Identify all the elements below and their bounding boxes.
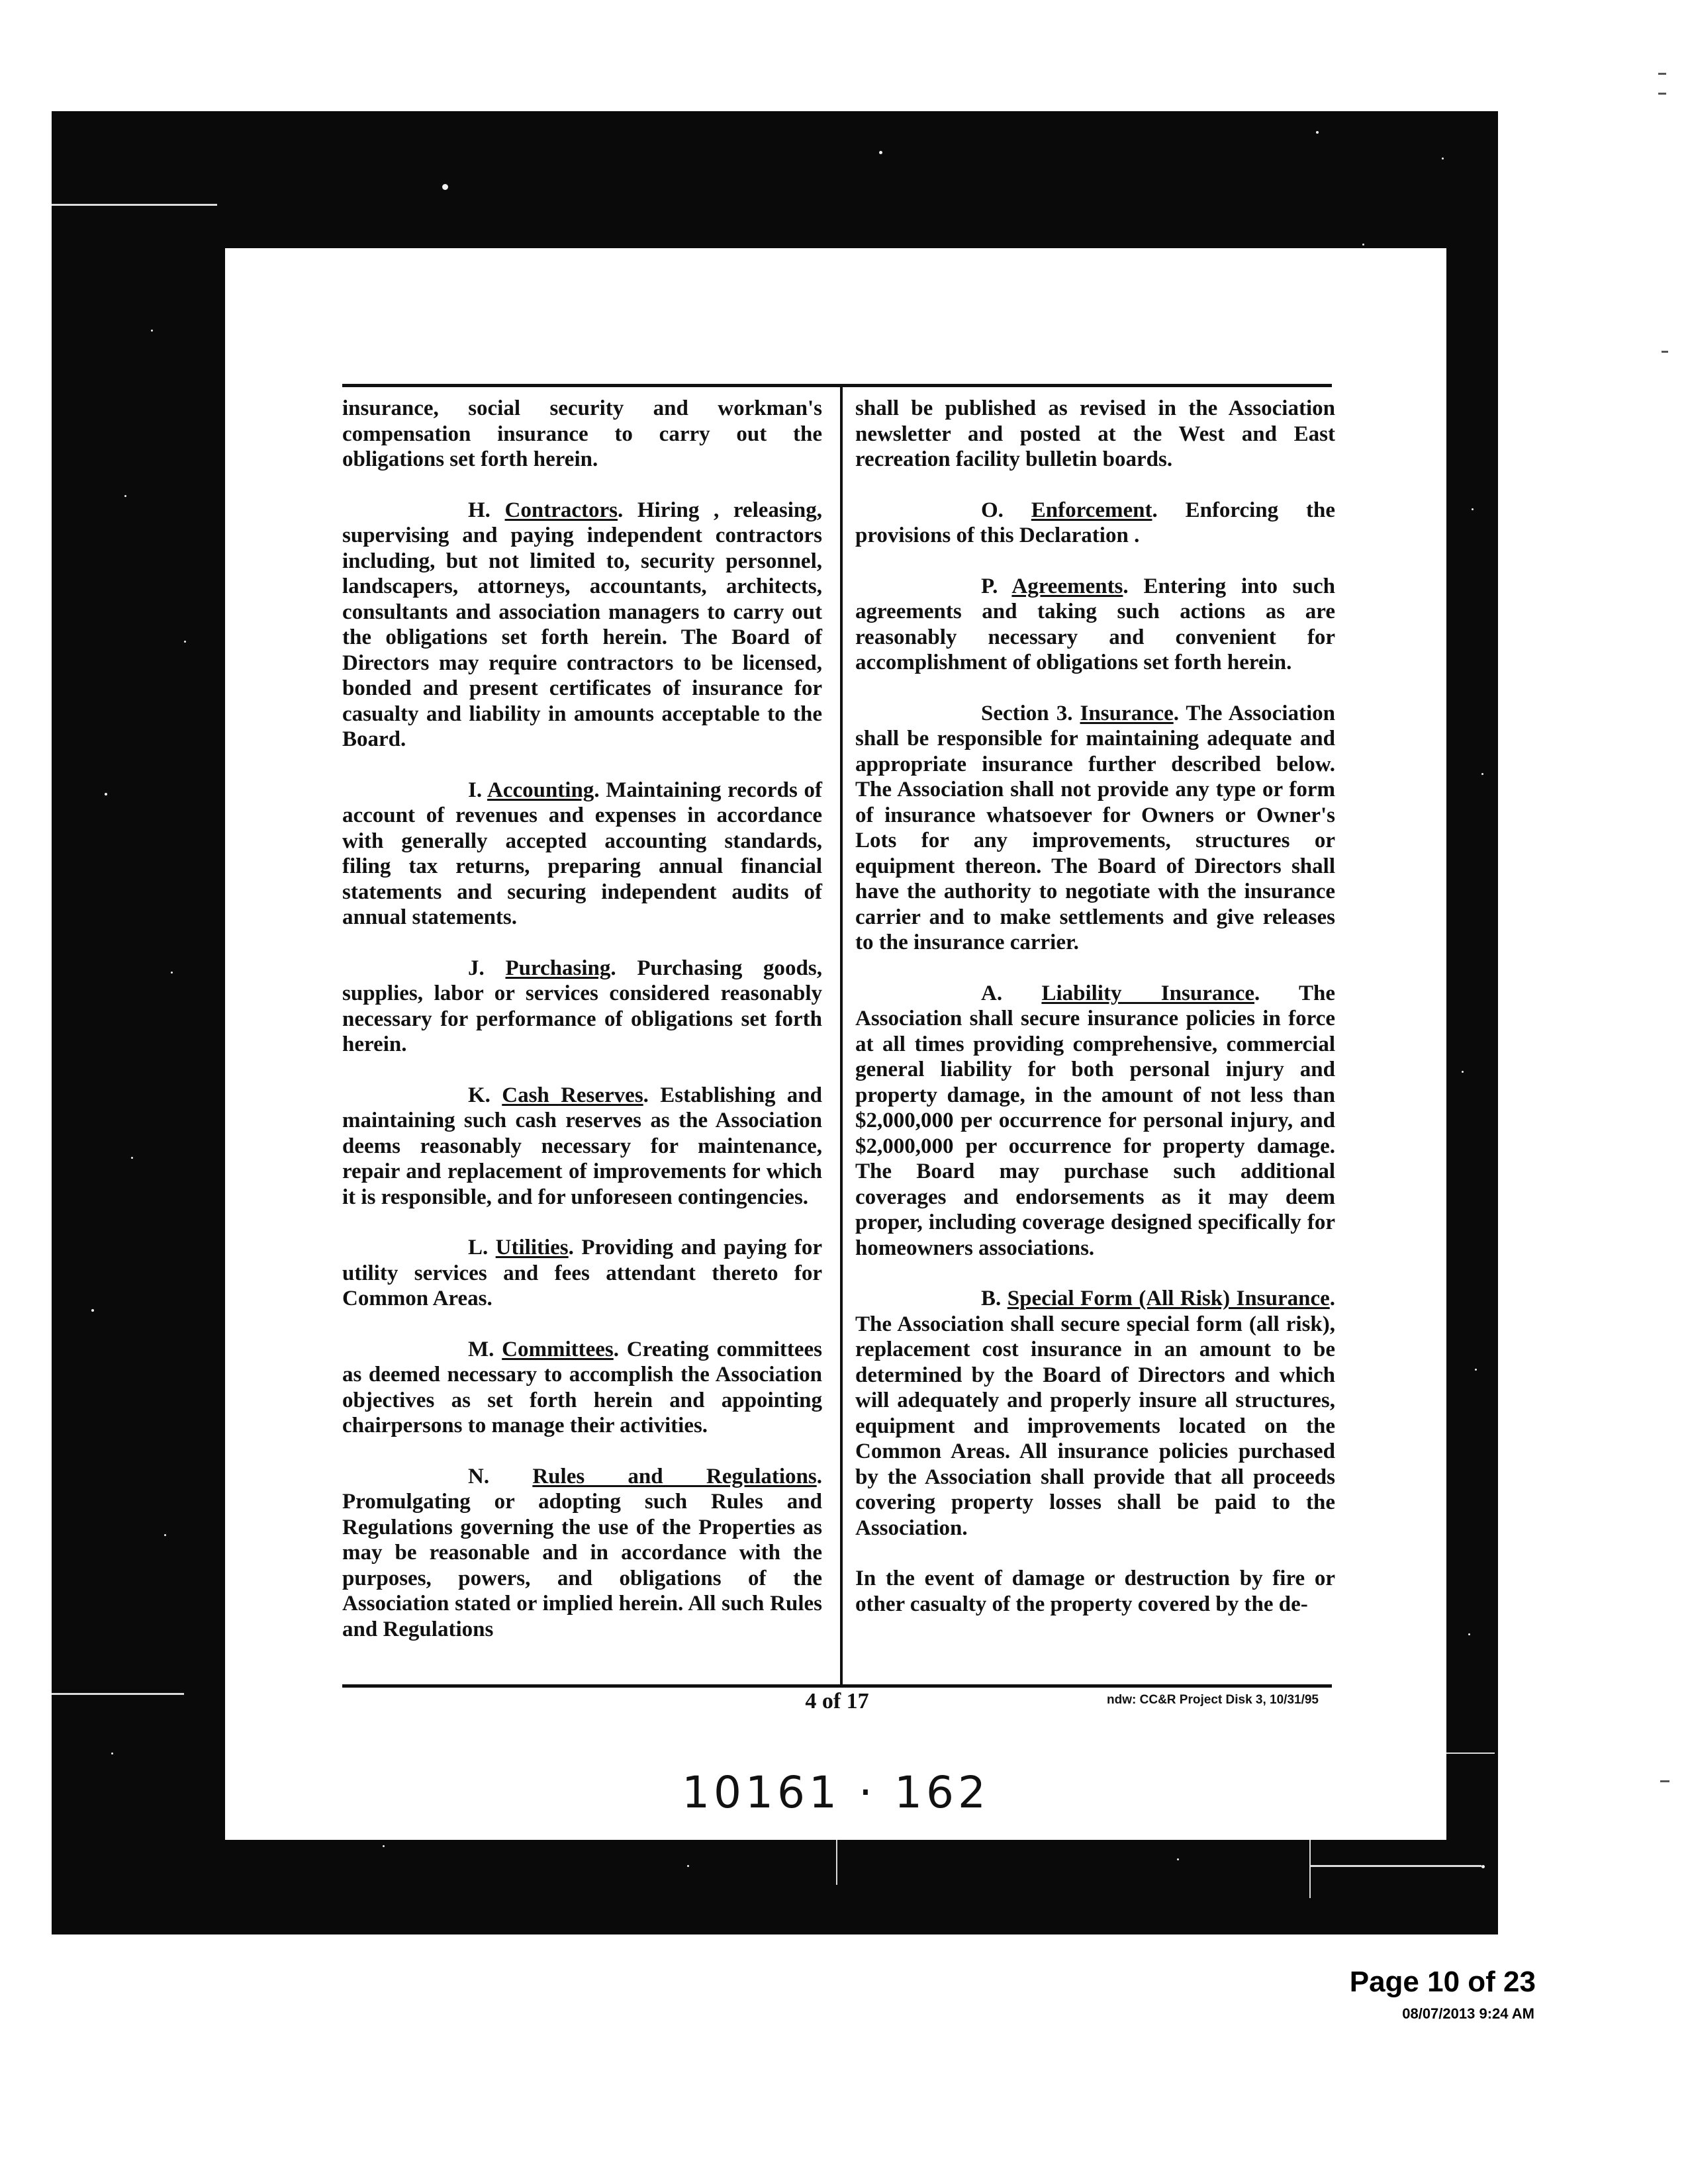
scan-streak — [1309, 1865, 1481, 1867]
heading-purchasing: Purchasing — [505, 956, 611, 980]
scan-speck — [111, 1752, 113, 1754]
scan-speck — [1442, 158, 1444, 159]
paragraph-section-3-insurance: Section 3. Insurance. The Association shall be responsible for maintaining adequate and appropriate insurance further described below. The Association shall not provide any type or form of insurance whatsoever for Owners or Owner's Lots for any improvements, structures or equipment thereon. The Board of Directors shall have the authority to negotiate with the insurance carrier and to make settlements and give releases to the insurance carrier. — [855, 701, 1336, 954]
scan-speck — [105, 793, 107, 796]
heading-insurance: Insurance — [1080, 701, 1174, 725]
right-column — [855, 396, 1335, 1642]
project-reference-note: ndw: CC&R Project Disk 3, 10/31/95 — [1107, 1693, 1319, 1707]
scan-speck — [442, 184, 448, 190]
heading-rules-regulations: Rules and Regulations — [532, 1464, 817, 1488]
scan-speck — [1462, 1071, 1464, 1073]
scan-speck — [184, 641, 186, 643]
heading-liability-insurance: Liability Insurance — [1041, 981, 1254, 1005]
paragraph-damage-destruction: In the event of damage or destruction by fire or other casualty of the property covered by the de- — [855, 1567, 1335, 1616]
viewer-timestamp: 08/07/2013 9:24 AM — [1402, 2005, 1534, 2022]
scan-speck — [151, 330, 153, 332]
scan-speck — [1475, 1369, 1477, 1371]
paragraph-utilities: L. Utilities. Providing and paying for utility services and fees attendant thereto for Common Areas. — [342, 1236, 822, 1310]
heading-agreements: Agreements — [1011, 574, 1123, 598]
column-divider — [840, 384, 843, 1686]
scan-speck — [91, 1309, 94, 1312]
scan-speck — [879, 151, 882, 154]
paragraph-special-form-insurance: B. Special Form (All Risk) Insurance. The Association shall secure special form (all risk), replacement cost insurance in an amount to be determined by the Board of Directors and which will adequately and properly insure all structures, equipment and improvements located on the Common Areas. All insurance policies purchased by the Association shall provide that all proceeds covering property losses shall be paid to the Association. — [855, 1287, 1335, 1540]
scan-streak — [52, 204, 217, 206]
margin-mark — [1662, 351, 1668, 353]
scan-speck — [1481, 773, 1483, 775]
scan-speck — [1472, 508, 1474, 510]
margin-mark — [1660, 1780, 1669, 1782]
heading-cash-reserves: Cash Reserves — [502, 1083, 643, 1107]
heading-contractors: Contractors — [504, 498, 618, 522]
scan-speck — [687, 1865, 689, 1867]
scan-streak — [1309, 1832, 1311, 1898]
margin-mark — [1658, 93, 1666, 95]
paragraph-agreements: P. Agreements. Entering into such agreements and taking such actions as are reasonably necessary and convenient for accomplishment of obligations set forth herein. — [855, 574, 1336, 674]
margin-mark — [1658, 73, 1666, 75]
paragraph-cash-reserves: K. Cash Reserves. Establishing and maintaining such cash reserves as the Association deems reasonably necessary for maintenance, repair and replacement of improvements for which it is responsible, and for unforeseen contingencies. — [342, 1083, 822, 1209]
paragraph-accounting: I. Accounting. Maintaining records of account of revenues and expenses in accordance with generally accepted accounting standards, filing tax returns, preparing annual financial statements and securing independent audits of annual statements. — [342, 778, 822, 929]
heading-committees: Committees — [502, 1337, 614, 1361]
paragraph-contractors: H. Contractors. Hiring , releasing, supervising and paying independent contractors including, but not limited to, security personnel, landscapers, attorneys, accountants, architects, consultants and association managers to carry out the obligations set forth herein. The Board of Directors may require contractors to be licensed, bonded and present certificates of insurance for casualty and liability in amounts acceptable to the Board. — [342, 498, 822, 751]
left-column — [342, 396, 822, 1667]
paragraph-committees: M. Committees. Creating committees as deemed necessary to accomplish the Association objectives as set forth herein and appointing chairpersons to manage their activities. — [342, 1337, 822, 1437]
recording-stamp: 10161 · 162 — [682, 1767, 990, 1818]
scan-speck — [171, 972, 173, 974]
scan-speck — [124, 495, 126, 497]
scan-streak — [52, 1693, 184, 1695]
document-page — [225, 248, 1446, 1840]
paragraph-rules-regulations: N. Rules and Regulations. Promulgating or adopting such Rules and Regulations governing the use of the Properties as may be reasonable and in accordance with the purposes, powers, and obligations of the Association stated or implied herein. All such Rules and Regulations — [342, 1464, 822, 1641]
paragraph-liability-insurance: A. Liability Insurance. The Association shall secure insurance policies in force at all times providing comprehensive, commercial general liability for both personal injury and property damage, in the amount of not less than $2,000,000 per occurrence for personal injury, and $2,000,000 per occurrence for property damage. The Board may purchase such additional coverages and endorsements as it may deem proper, including coverage designed specifically for homeowners associations. — [855, 981, 1336, 1260]
scan-speck — [1177, 1858, 1179, 1860]
heading-special-form-insurance: Special Form (All Risk) Insurance — [1007, 1287, 1330, 1310]
scan-speck — [1362, 244, 1364, 246]
document-content — [342, 384, 1336, 1713]
viewer-page-count: Page 10 of 23 — [1349, 1966, 1536, 1998]
bottom-rule — [342, 1684, 1332, 1688]
heading-accounting: Accounting — [487, 778, 594, 802]
scan-speck — [1481, 1865, 1485, 1868]
paragraph-rules-continued: shall be published as revised in the Association newsletter and posted at the West and East recreation facility bulletin boards. — [855, 396, 1335, 471]
paragraph-purchasing: J. Purchasing. Purchasing goods, supplies, labor or services considered reasonably necessary for performance of obligations set forth herein. — [342, 956, 823, 1056]
scan-speck — [131, 1157, 133, 1159]
heading-utilities: Utilities — [495, 1236, 569, 1259]
scan-speck — [164, 1534, 166, 1536]
heading-enforcement: Enforcement — [1031, 498, 1152, 522]
scan-speck — [1468, 1633, 1470, 1635]
paragraph-insurance-continued: insurance, social security and workman's compensation insurance to carry out the obligations set forth herein. — [342, 396, 822, 471]
paragraph-enforcement: O. Enforcement. Enforcing the provisions of this Declaration . — [855, 498, 1335, 547]
top-rule — [342, 384, 1332, 387]
scan-speck — [1316, 131, 1319, 134]
scan-speck — [383, 1845, 385, 1847]
page-number: 4 of 17 — [805, 1689, 869, 1713]
